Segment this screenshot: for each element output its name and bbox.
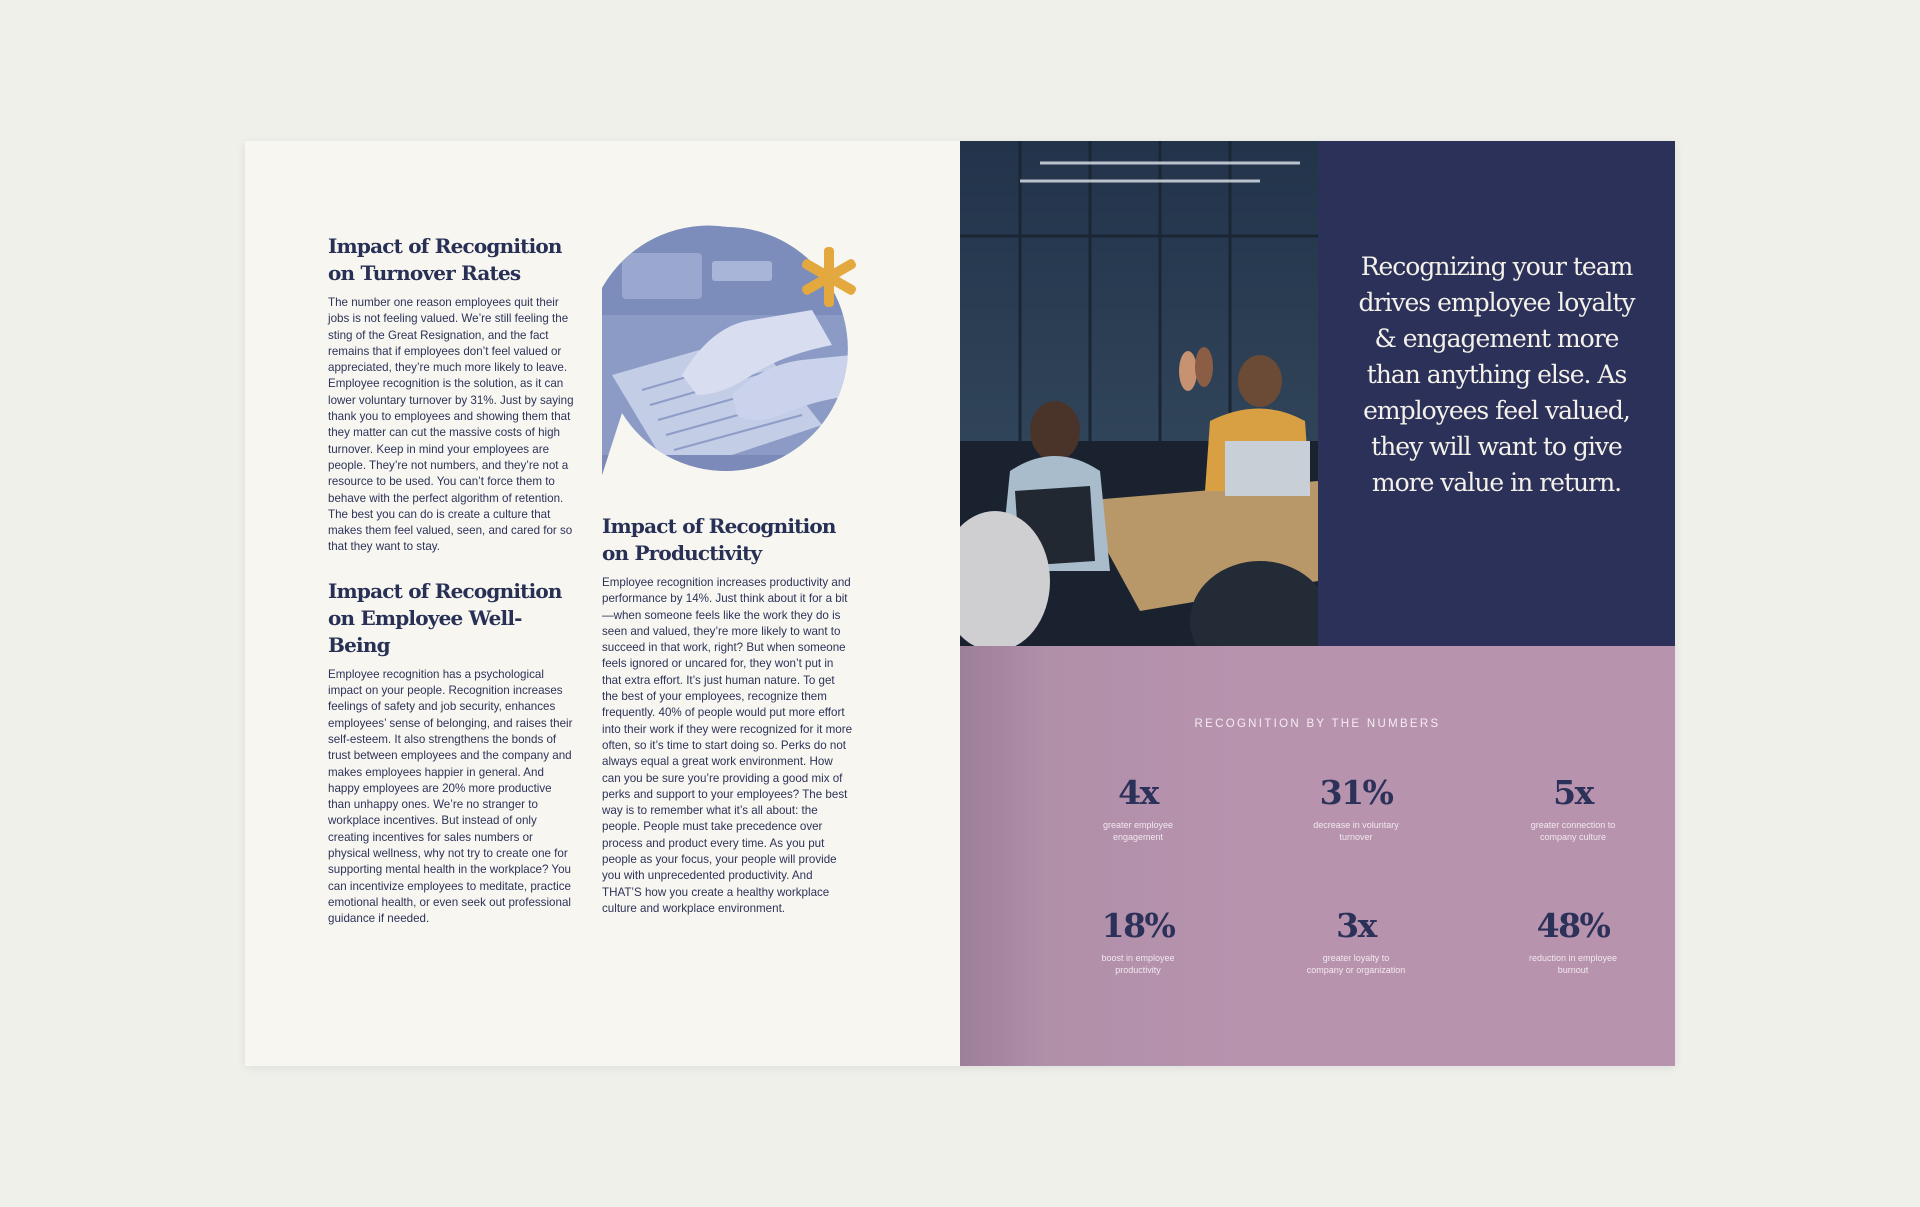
turnover-body: The number one reason employees quit their jobs is not feeling valued. We’re still feeling the sting of the Great Resignation, and the fact remains that if employees don’t feel valued or appreciated, they’re much more likely to leave. Employee recognition is the solution, as it can lower voluntary turnover by 31%. Just by saying thank you to employees and showing them that they matter can cut the massive costs of high turnover. Keep in mind your employees are people. They’re not numbers, and they’re not a resource to be used. You can’t force them to behave with the perfect algorithm of retention. The best you can do is create a culture that makes them feel valued, seen, and cared for so that they want to stay.	[328, 296, 574, 554]
stat-label: boost in employee productivity	[1101, 953, 1175, 975]
right-page	[960, 141, 1675, 1066]
stat-value: 3x	[1336, 906, 1376, 945]
stat-productivity	[1058, 906, 1218, 976]
right-column	[602, 513, 852, 917]
wellbeing-body: Employee recognition has a psychological impact on your people. Recognition increases feelings of safety and job security, enhances employees’ sense of belonging, and raises their self-esteem. It also strengthens the bonds of trust between employees and the company and makes employees happier in general. And happy employees are 20% more productive than unhappy ones. We’re no stranger to workplace incentives. But instead of only creating incentives for sales numbers or physical wellness, why not try to create one for supporting mental health in the workplace? You can incentivize employees to meditate, practice emotional health, or even seek out professional guidance if needed.	[328, 667, 573, 926]
stat-value: 5x	[1553, 773, 1593, 812]
left-page	[245, 141, 960, 1066]
stat-label: greater loyalty to company or organization	[1306, 953, 1406, 975]
stat-engagement	[1058, 773, 1218, 843]
speech-bubble-photo	[602, 225, 862, 485]
stat-value: 31%	[1319, 773, 1393, 812]
productivity-body: Employee recognition increases productivity and performance by 14%. Just think about it for a bit—when someone feels like the work they do is seen and valued, they’re more likely to want to succeed in that work, right? But when someone feels ignored or uncared for, they won’t put in that extra effort. It’s just human nature. To get the best of your employees, recognize them frequently. 40% of people would put more effort into their work if they were recognized for it more often, so it’s time to start doing so. Perks do not always equal a great work environment. How can you be sure you’re providing a good mix of perks and support to your employees? The best way is to remember what it’s all about: the people. People must take precedence over process and product every time. As you put people as your focus, your people will provide you with unprecedented productivity. And THAT’S how you create a healthy workplace culture and workplace environment.	[602, 576, 853, 915]
stat-value: 48%	[1536, 906, 1610, 945]
stat-label: greater employee engagement	[1102, 820, 1174, 842]
stat-label: greater connection to company culture	[1530, 820, 1616, 842]
asterisk-icon	[797, 245, 861, 309]
stat-culture	[1493, 773, 1653, 843]
stat-burnout	[1493, 906, 1653, 976]
stat-label: decrease in voluntary turnover	[1313, 820, 1399, 842]
pull-quote: Recognizing your team drives employee loyalty & engagement more than anything else. As employees feel valued, they will want to give more value in return.	[1358, 252, 1635, 497]
stat-loyalty	[1276, 906, 1436, 976]
stat-value: 18%	[1101, 906, 1175, 945]
stat-label: reduction in employee burnout	[1528, 953, 1618, 975]
wellbeing-title: Impact of Recognition on Employee Well-Being	[328, 578, 562, 657]
brochure-spread	[245, 141, 1675, 1066]
stat-value: 4x	[1118, 773, 1158, 812]
productivity-title: Impact of Recognition on Productivity	[602, 514, 836, 565]
stats-panel	[960, 646, 1675, 1066]
quote-panel	[1318, 141, 1675, 646]
turnover-title: Impact of Recognition on Turnover Rates	[328, 234, 562, 285]
left-column	[328, 233, 576, 928]
office-photo	[960, 141, 1318, 646]
stat-turnover	[1276, 773, 1436, 843]
stats-heading: RECOGNITION BY THE NUMBERS	[1194, 718, 1441, 730]
